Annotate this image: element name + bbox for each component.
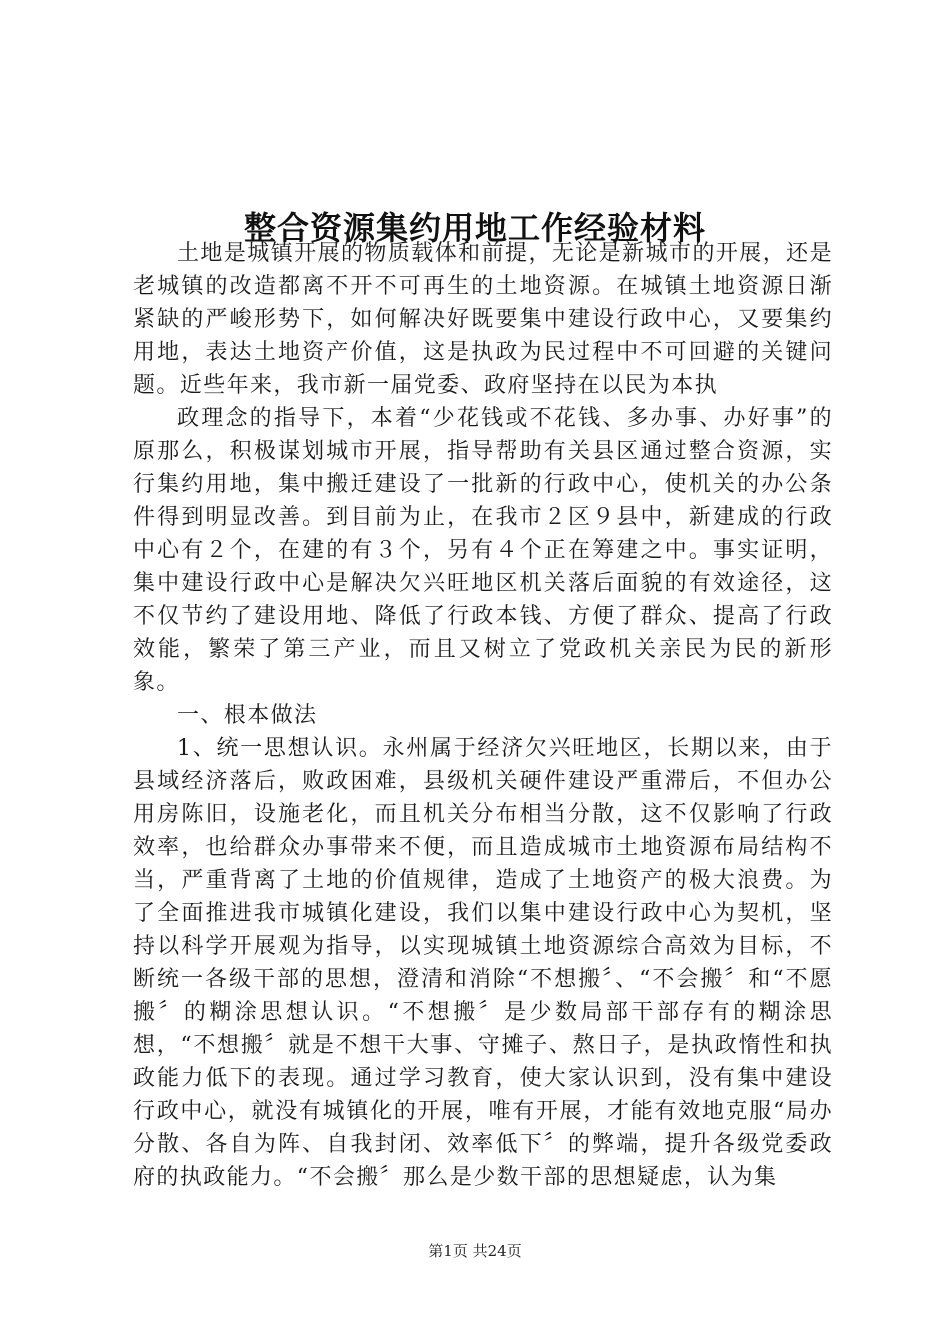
- document-body: [133, 237, 833, 1194]
- document-title: 整合资源集约用地工作经验材料: [243, 209, 706, 248]
- paragraph-item-1: 1、统一思想认识。永州属于经济欠兴旺地区，长期以来，由于县域经济落后，败政困难，县级机关硬件建设严重滞后，不但办公用房陈旧，设施老化，而且机关分布相当分散，这不仅影响了行政效率，也给群众办事带来不便，而且造成城市土地资源布局结构不当，严重背离了土地的价值规律，造成了土地资产的极大浪费。为了全面推进我市城镇化建设，我们以集中建设行政中心为契机，坚持以科学开展观为指导，以实现城镇土地资源综合高效为目标，不断统一各级干部的思想，澄清和消除“不想搬〞、“不会搬〞和“不愿搬〞的糊涂思想认识。“不想搬〞是少数局部干部存有的糊涂思想，“不想搬〞就是不想干大事、守摊子、熬日子，是执政惰性和执政能力低下的表现。通过学习教育，使大家认识到，没有集中建设行政中心，就没有城镇化的开展，唯有开展，才能有效地克服“局办分散、各自为阵、自我封闭、效率低下〞的弊端，提升各级党委政府的执政能力。“不会搬〞那么是少数干部的思想疑虑，认为集: [133, 736, 833, 1190]
- paragraph-continuation: 政理念的指导下，本着“少花钱或不花钱、多办事、办好事”的原那么，积极谋划城市开展，指导帮助有关县区通过整合资源，实行集约用地，集中搬迁建设了一批新的行政中心，使机关的办公条件得到明显改善。到目前为止，在我市２区９县中，新建成的行政中心有２个，在建的有３个，另有４个正在筹建之中。事实证明，集中建设行政中心是解决欠兴旺地区机关落后面貌的有效途径，这不仅节约了建设用地、降低了行政本钱、方便了群众、提高了行政效能，繁荣了第三产业，而且又树立了党政机关亲民为民的新形象。: [133, 406, 833, 695]
- section-heading: 一、根本做法: [177, 703, 318, 728]
- page-footer: 第1页 共24页: [428, 1242, 522, 1260]
- paragraph-intro: 土地是城镇开展的物质载体和前提，无论是新城市的开展，还是老城镇的改造都离不开不可再生的土地资源。在城镇土地资源日渐紧缺的严峻形势下，如何解决好既要集中建设行政中心，又要集约用地，表达土地资产价值，这是执政为民过程中不可回避的关键问题。近些年来，我市新一届党委、政府坚持在以民为本执: [133, 241, 833, 398]
